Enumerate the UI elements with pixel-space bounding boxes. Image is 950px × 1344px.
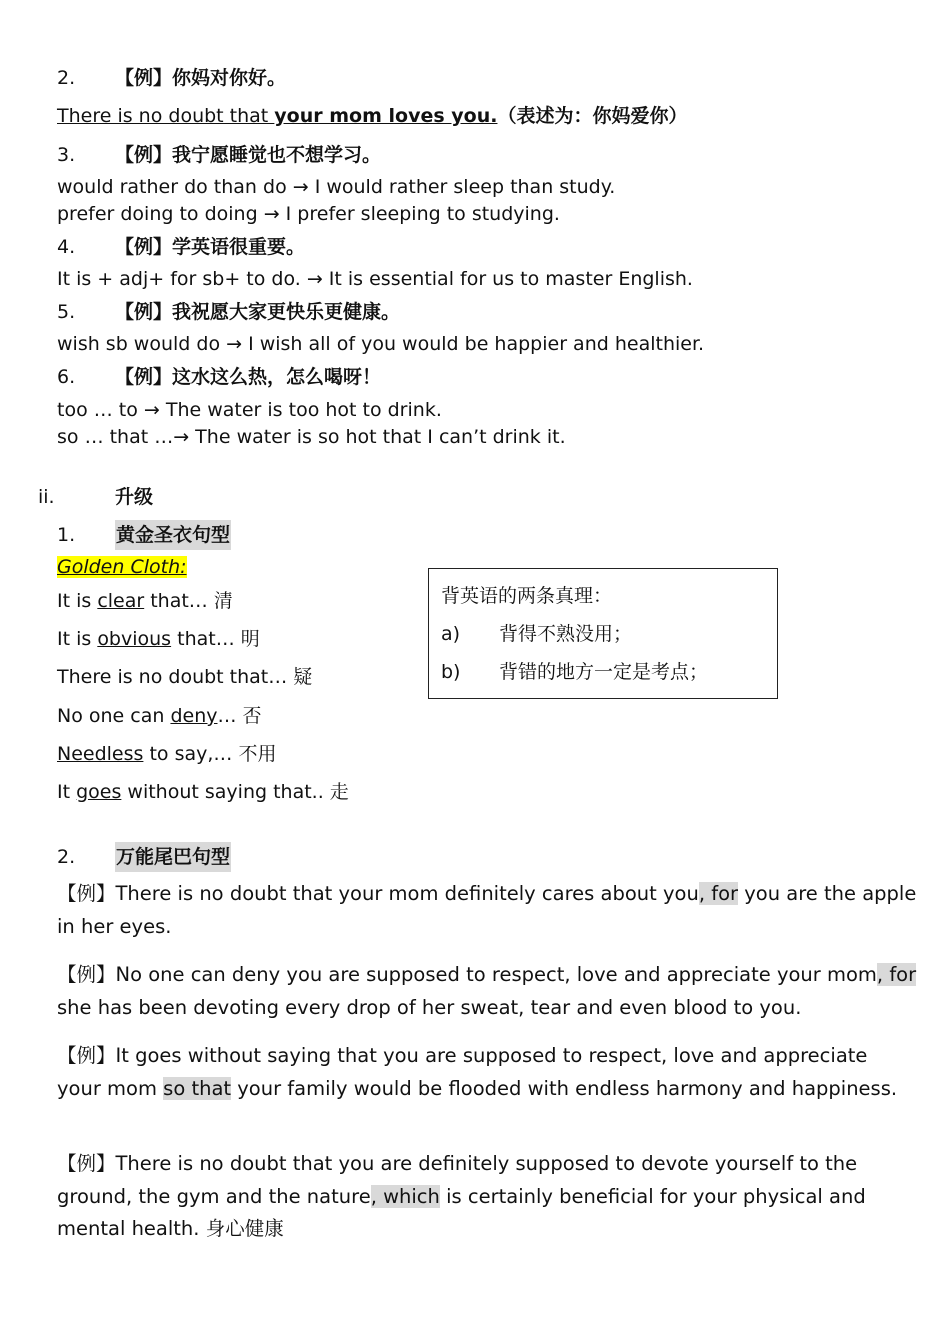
- truth-box: [428, 568, 778, 699]
- phrase-clear: [57, 588, 233, 614]
- example-label: 【例】我祝愿大家更快乐更健康。: [115, 301, 401, 323]
- sub-title-a: 黄金: [116, 524, 155, 546]
- phrase-post: … 否: [217, 705, 262, 727]
- example-3: [57, 1040, 917, 1105]
- phrase-key: Needless: [57, 743, 144, 765]
- sub-title-c: 句型: [192, 524, 231, 546]
- phrase-obvious: [57, 626, 260, 652]
- golden-cloth-text: Golden Cloth:: [57, 556, 187, 578]
- example-label: 【例】你妈对你好。: [115, 67, 287, 89]
- example-label: 【例】这水这么热，怎么喝呀！: [115, 366, 382, 388]
- phrase-pre: It is: [57, 590, 98, 612]
- phrase-key: deny: [170, 705, 218, 727]
- item-number: 4.: [57, 236, 76, 258]
- box-item-key: b): [441, 661, 461, 683]
- item-5-heading: [57, 299, 400, 325]
- item-5-line-1: wish sb would do → I wish all of you would be happier and healthier.: [57, 333, 705, 355]
- section-title: 升级: [115, 486, 154, 508]
- example-4: [57, 1148, 917, 1246]
- sub-2-heading: [57, 844, 231, 870]
- phrase-key: goes: [76, 781, 122, 803]
- item-4-line-1: It is + adj+ for sb+ to do. → It is essential for us to master English.: [57, 268, 693, 290]
- phrase-post: without saying that.. 走: [121, 781, 349, 803]
- example-highlight: , for: [876, 963, 917, 986]
- phrase-pre: It is: [57, 628, 98, 650]
- sub-number: 1.: [57, 524, 76, 546]
- example-2: [57, 959, 917, 1024]
- sentence-pre: There is no doubt that: [57, 105, 275, 127]
- phrase-goes-without: [57, 779, 349, 805]
- sub-title-b: 圣衣: [154, 524, 193, 546]
- box-title: 背英语的两条真理：: [441, 585, 613, 607]
- sentence-underlined: [57, 105, 497, 127]
- phrase-needless: [57, 741, 276, 767]
- phrase-pre: It: [57, 781, 77, 803]
- item-number: 6.: [57, 366, 76, 388]
- phrase-deny: [57, 703, 262, 729]
- item-number: 3.: [57, 144, 76, 166]
- sub-1-heading: [57, 522, 231, 548]
- phrase-key: clear: [97, 590, 145, 612]
- section-ii-heading: [38, 484, 153, 510]
- item-3-heading: [57, 142, 381, 168]
- example-post: she has been devoting every drop of her sweat, tear and even blood to you.: [57, 995, 802, 1019]
- phrase-no-doubt: [57, 664, 312, 690]
- item-3-line-1: would rather do than do → I would rather sleep than study.: [57, 176, 616, 198]
- item-3-line-2: prefer doing to doing → I prefer sleeping to studying.: [57, 203, 560, 225]
- sub-number: 2.: [57, 846, 76, 868]
- item-2-heading: [57, 65, 286, 91]
- example-highlight: so that: [163, 1076, 232, 1100]
- example-pre: 【例】It goes without saying that you are supposed to respect, love and appreciate your mom: [57, 1044, 868, 1100]
- example-1: [57, 878, 917, 943]
- phrase-pre: No one can: [57, 705, 171, 727]
- box-item-text: 背错的地方一定是考点；: [499, 661, 709, 683]
- phrase-pre: There is no doubt that… 疑: [57, 666, 313, 688]
- sentence-bold: your mom loves you.: [274, 105, 498, 127]
- example-post: your family would be flooded with endless harmony and happiness.: [231, 1076, 898, 1100]
- item-number: 2.: [57, 67, 76, 89]
- example-label: 【例】我宁愿睡觉也不想学习。: [115, 144, 382, 166]
- phrase-post: that… 清: [144, 590, 233, 612]
- box-item-b: [441, 659, 708, 685]
- example-pre: 【例】No one can deny you are supposed to respect, love and appreciate your mom: [57, 963, 877, 986]
- golden-cloth-label: [57, 554, 187, 580]
- example-pre: 【例】There is no doubt that your mom definitely cares about you: [57, 882, 699, 905]
- item-2-sentence: [57, 103, 687, 129]
- item-4-heading: [57, 234, 305, 260]
- section-number: ii.: [38, 486, 55, 508]
- sub-title: 万能尾巴句型: [115, 842, 231, 872]
- item-number: 5.: [57, 301, 76, 323]
- item-6-heading: [57, 364, 381, 390]
- phrase-post: to say,… 不用: [143, 743, 277, 765]
- phrase-post: that… 明: [171, 628, 260, 650]
- example-pre: 【例】There is no doubt that you are definitely supposed to devote yourself to the ground, the gym and the nature: [57, 1152, 858, 1208]
- item-6-line-2: so … that …→ The water is so hot that I can’t drink it.: [57, 426, 566, 448]
- sentence-note: （表述为：你妈爱你）: [497, 105, 688, 127]
- phrase-key: obvious: [97, 628, 172, 650]
- box-item-text: 背得不熟没用；: [499, 623, 633, 645]
- sub-title: [115, 520, 231, 550]
- box-item-key: a): [441, 623, 461, 645]
- example-highlight: , which: [370, 1184, 440, 1208]
- example-post: you are the apple in her eyes.: [57, 882, 917, 938]
- example-label: 【例】学英语很重要。: [115, 236, 306, 258]
- box-item-a: [441, 621, 632, 647]
- example-highlight: , for: [698, 882, 739, 905]
- item-6-line-1: too … to → The water is too hot to drink.: [57, 399, 442, 421]
- example-post: is certainly beneficial for your physical and mental health. 身心健康: [57, 1184, 866, 1240]
